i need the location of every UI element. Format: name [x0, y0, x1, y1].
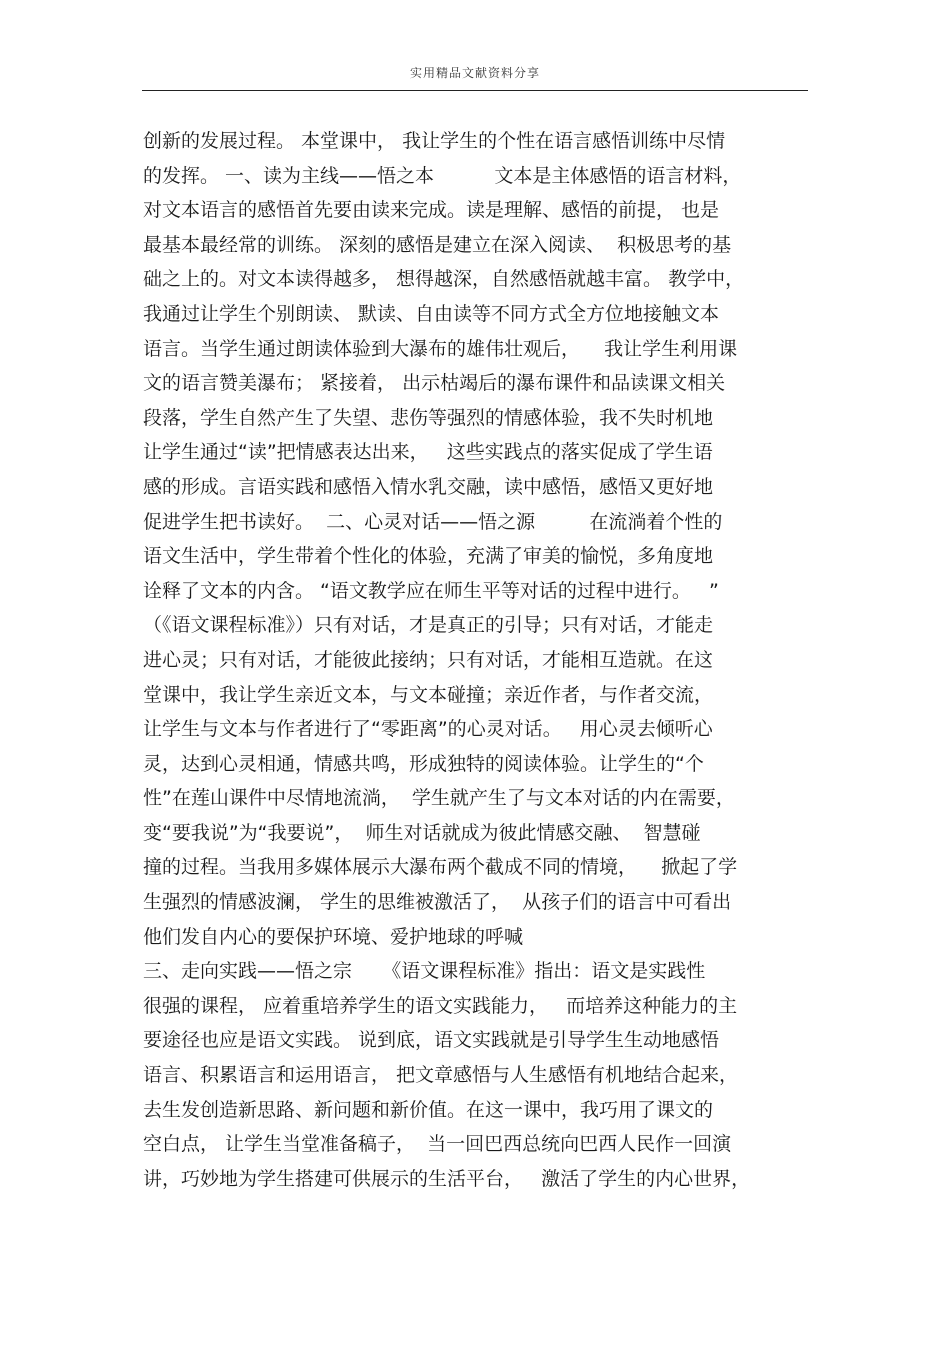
text-line: 生强烈的情感波澜， 学生的思维被激活了， 从孩子们的语言中可看出	[143, 891, 732, 914]
text-line: 性”在莲山课件中尽情地流淌， 学生就产生了与文本对话的内在需要，	[143, 787, 735, 810]
text-line: 语文生活中，学生带着个性化的体验，充满了审美的愉悦，多角度地	[143, 545, 714, 568]
text-line: 很强的课程， 应着重培养学生的语文实践能力， 而培养这种能力的主	[143, 994, 738, 1017]
text-line: 要途径也应是语文实践。 说到底，语文实践就是引导学生生动地感悟	[143, 1029, 720, 1052]
text-line: 我通过让学生个别朗读、 默读、自由读等不同方式全方位地接触文本	[143, 302, 720, 325]
text-line: 段落，学生自然产生了失望、悲伤等强烈的情感体验，我不失时机地	[143, 406, 714, 429]
text-line: 语言。当学生通过朗读体验到大瀑布的雄伟壮观后， 我让学生利用课	[143, 337, 738, 360]
body-text	[143, 124, 813, 1196]
text-line: 他们发自内心的要保护环境、爱护地球的呼喊	[143, 925, 524, 948]
text-line: 感的形成。言语实践和感悟入情水乳交融，读中感悟，感悟又更好地	[143, 475, 714, 498]
text-line: 文的语言赞美瀑布； 紧接着， 出示枯竭后的瀑布课件和品读课文相关	[143, 372, 726, 395]
text-line: 最基本最经常的训练。 深刻的感悟是建立在深入阅读、 积极思考的基	[143, 233, 732, 256]
text-line: 对文本语言的感悟首先要由读来完成。读是理解、感悟的前提， 也是	[143, 199, 720, 222]
text-line: 讲，巧妙地为学生搭建可供展示的生活平台， 激活了学生的内心世界，	[143, 1167, 751, 1190]
page-header: 实用精品文献资料分享	[409, 66, 540, 80]
text-line: 堂课中，我让学生亲近文本，与文本碰撞；亲近作者，与作者交流，	[143, 683, 714, 706]
text-line: 三、走向实践——悟之宗 《语文课程标准》指出：语文是实践性	[143, 960, 706, 983]
text-line: 促进学生把书读好。 二、心灵对话——悟之源 在流淌着个性的	[143, 510, 723, 533]
text-line: 让学生通过“读”把情感表达出来， 这些实践点的落实促成了学生语	[143, 441, 713, 464]
text-line: 础之上的。对文本读得越多， 想得越深，自然感悟就越丰富。 教学中，	[143, 268, 745, 291]
text-line: 进心灵；只有对话，才能彼此接纳；只有对话，才能相互造就。在这	[143, 648, 714, 671]
header-divider	[142, 90, 808, 91]
text-line: 变“要我说”为“我要说”， 师生对话就成为彼此情感交融、 智慧碰	[143, 821, 701, 844]
text-line: 撞的过程。当我用多媒体展示大瀑布两个截成不同的情境， 掀起了学	[143, 856, 738, 879]
text-line: 诠释了文本的内含。 “语文教学应在师生平等对话的过程中进行。 ”	[143, 579, 719, 602]
text-line: （《语文课程标准》）只有对话，才是真正的引导；只有对话，才能走	[143, 614, 714, 637]
text-line: 的发挥。 一、读为主线——悟之本 文本是主体感悟的语言材料，	[143, 164, 742, 187]
text-line: 创新的发展过程。 本堂课中， 我让学生的个性在语言感悟训练中尽情	[143, 130, 726, 152]
text-line: 语言、积累语言和运用语言， 把文章感悟与人生感悟有机地结合起来，	[143, 1064, 739, 1087]
text-line: 灵，达到心灵相通，情感共鸣，形成独特的阅读体验。让学生的“个	[143, 752, 704, 775]
text-line: 去生发创造新思路、新问题和新价值。在这一课中，我巧用了课文的	[143, 1098, 714, 1121]
text-line: 空白点， 让学生当堂准备稿子， 当一回巴西总统向巴西人民作一回演	[143, 1133, 732, 1156]
text-line: 让学生与文本与作者进行了“零距离”的心灵对话。 用心灵去倾听心	[143, 718, 713, 741]
